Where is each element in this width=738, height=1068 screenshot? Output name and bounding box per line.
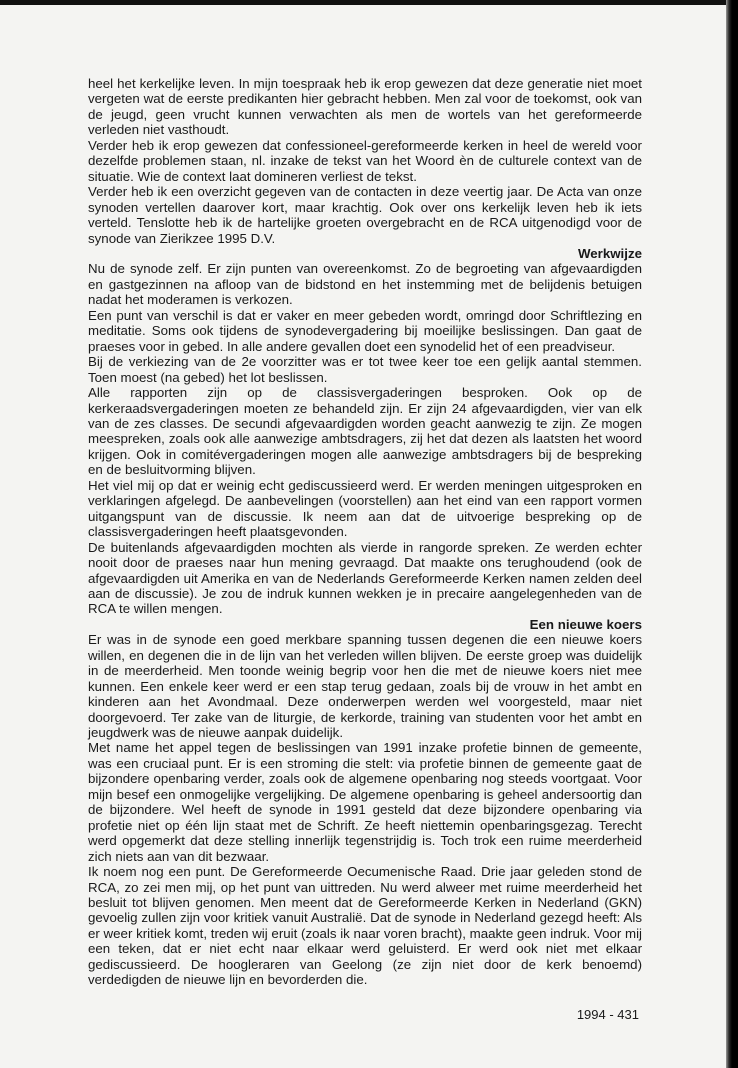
paragraph: De buitenlands afgevaardigden mochten als vierde in rangorde spreken. Ze werden echter nooit door de praeses naar hun mening gevraagd. Dat maakte ons terughoudend (ook de afgevaardigden uit Amerika en van de Nederlands Gereformeerde Kerken namen zelden deel aan de discussie). Je zou de indruk kunnen wekken je in precaire aangelegenheden van de RCA te willen mengen. [88,539,642,617]
section-heading-werkwijze: Werkwijze [577,245,642,261]
paragraph: Met name het appel tegen de beslissingen van 1991 inzake profetie binnen de gemeente, was een cruciaal punt. Er is een stroming die stelt: via profetie binnen de gemeente gaat de bijzondere openbaring verder, zoals ook de algemene openbaring nog steeds voortgaat. Voor mijn besef een onmogelijke vergelijking. De algemene openbaring is geheel andersoortig dan de bijzondere. Wel heeft de synode in 1991 gesteld dat deze bijzondere openbaring via profetie niet op één lijn staat met de Schrift. Ze heeft niettemin openbaringsgezag. Terecht werd opgemerkt dat deze stelling innerlijk tegenstrijdig is. Toch trok een ruime meerderheid zich niets aan van dit bezwaar. [88,740,642,864]
paragraph: heel het kerkelijke leven. In mijn toespraak heb ik erop gewezen dat deze generatie niet moet vergeten wat de eerste predikanten hier gebracht hebben. Men zal voor de toekomst, ook van de jeugd, geen vrucht kunnen verwachten als men de wortels van het gereformeerde verleden niet vasthoudt. [88,76,642,138]
paragraph: Nu de synode zelf. Er zijn punten van overeenkomst. Zo de begroeting van afgevaardigden en gastgezinnen na afloop van de bidstond en het instemming met de belijdenis betuigen nadat het moderamen is verkozen. [88,261,642,308]
page-number: 1994 - 431 [576,1007,639,1022]
paragraph: Een punt van verschil is dat er vaker en meer gebeden wordt, omringd door Schriftlezing en meditatie. Soms ook tijdens de synodevergadering bij moeilijke beslissingen. Dan gaat de praeses voor in gebed. In alle andere gevallen doet een synodelid het of een preadviseur. [88,307,642,354]
paragraph: Alle rapporten zijn op de classisvergaderingen besproken. Ook op de kerkeraadsvergaderingen moeten ze behandeld zijn. Er zijn 24 afgevaardigden, vier van elk van de zes classes. De secundi afgevaardigden worden geacht aanwezig te zijn. Ze mogen meespreken, zoals ook alle aanwezige ambtsdragers, zij het dat dezen als laatsten het woord krijgen. Ook in comitévergaderingen mogen alle aanwezige ambtsdragers bij de bespreking en de besluitvorming blijven. [88,385,642,478]
scan-top-edge [0,0,738,5]
paragraph: Verder heb ik een overzicht gegeven van de contacten in deze veertig jaar. De Acta van onze synoden vertellen daarover kort, maar krachtig. Ook over ons kerkelijk leven heb ik iets verteld. Tenslotte heb ik de hartelijke groeten overgebracht en de RCA uitgenodigd voor de synode van Zierikzee 1995 D.V. [88,184,642,246]
page-body [88,76,642,988]
paragraph: Er was in de synode een goed merkbare spanning tussen degenen die een nieuwe koers willen, en degenen die in de lijn van het verleden willen blijven. De eerste groep was duidelijk in de meerderheid. Men toonde weinig begrip voor hen die met de nieuwe koers niet mee kunnen. Een enkele keer werd er een stap terug gedaan, zoals bij de vrouw in het ambt en kinderen aan het Avondmaal. Deze onderwerpen werden wel voorgesteld, maar niet doorgevoerd. Ter zake van de liturgie, de kerkorde, training van studenten voor het ambt en jeugdwerk was de nieuwe aanpak duidelijk. [88,632,642,741]
paragraph: Verder heb ik erop gewezen dat confessioneel-gereformeerde kerken in heel de wereld voor dezelfde problemen staan, nl. inzake de tekst van het Woord èn de culturele context van de situatie. Wie de context laat domineren verliest de tekst. [88,137,642,184]
paragraph: Bij de verkiezing van de 2e voorzitter was er tot twee keer toe een gelijk aantal stemmen. Toen moest (na gebed) het lot beslissen. [88,354,642,385]
paragraph: Het viel mij op dat er weinig echt gediscussieerd werd. Er werden meningen uitgesproken en verklaringen afgelegd. De aanbevelingen (voorstellen) aan het eind van een rapport vormen uitgangspunt van de discussie. Ik neem aan dat de uitvoerige bespreking op de classisvergaderingen heeft plaatsgevonden. [88,477,642,540]
section-heading-een-nieuwe-koers: Een nieuwe koers [529,616,642,632]
scan-right-edge [726,0,738,1068]
paragraph: Ik noem nog een punt. De Gereformeerde Oecumenische Raad. Drie jaar geleden stond de RCA, zo zei men mij, op het punt van uittreden. Nu werd alweer met ruime meerderheid het besluit tot blijven genomen. Men meent dat de Gereformeerde Kerken in Nederland (GKN) gevoelig zullen zijn voor kritiek vanuit Australië. Dat de synode in Nederland gezegd heeft: Als er weer kritiek komt, treden wij eruit (zoals ik naar voren bracht), maakte geen indruk. Voor mij een teken, dat er niet echt naar elkaar werd geluisterd. Er werd ook niet met elkaar gediscussieerd. De hoogleraren van Geelong (ze zijn niet door de kerk benoemd) verdedigden de nieuwe lijn en bevorderden die. [88,864,642,988]
